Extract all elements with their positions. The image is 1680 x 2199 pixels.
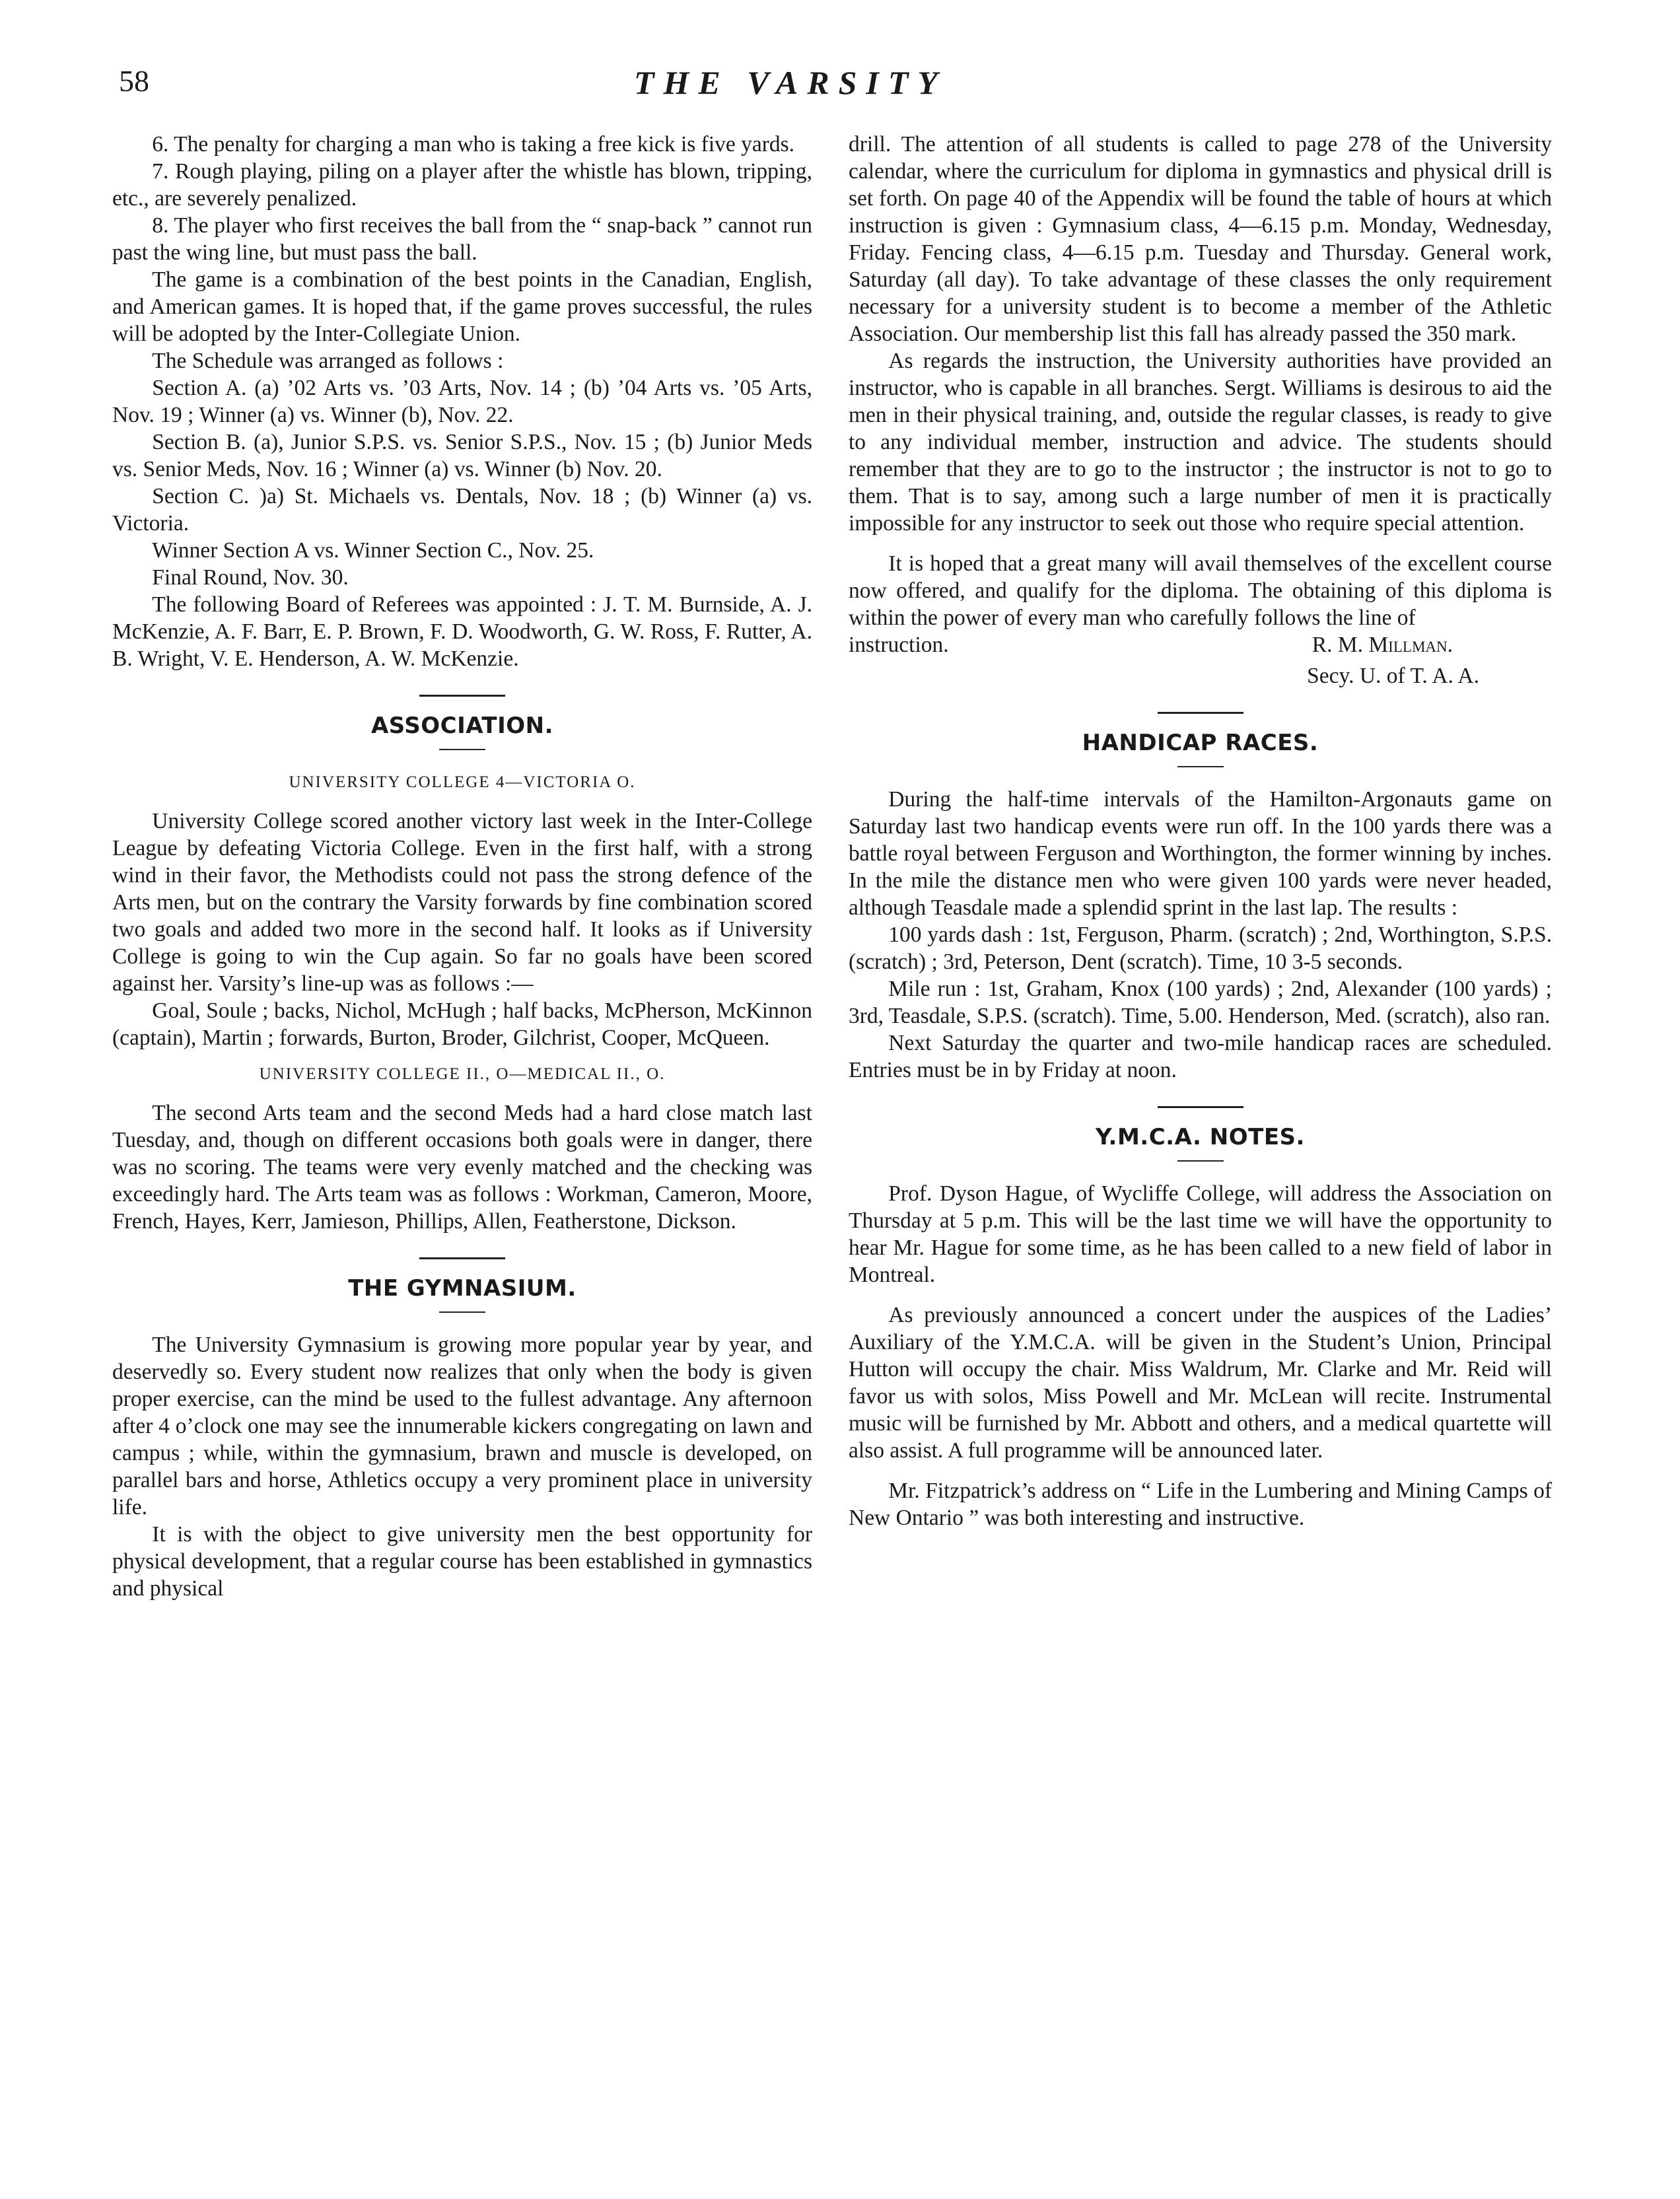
section-divider — [1158, 712, 1243, 714]
rule-6: 6. The penalty for charging a man who is taking a free kick is five yards. — [152, 132, 795, 157]
rule-7: 7. Rough playing, piling on a player after the whistle has blown, tripping, etc., are severely penalized. — [112, 159, 812, 211]
section-divider — [419, 1257, 505, 1259]
section-divider — [419, 695, 505, 697]
gymnasium-closing-word: instruction. — [849, 633, 949, 657]
heading-rule — [1177, 766, 1224, 767]
association-subhead-1: UNIVERSITY COLLEGE 4—VICTORIA O. — [289, 773, 636, 791]
final-line: Final Round, Nov. 30. — [152, 565, 349, 590]
heading-rule — [439, 749, 485, 750]
association-heading: ASSOCIATION. — [370, 713, 554, 739]
page-header — [119, 63, 1572, 110]
signature-line — [849, 631, 1552, 658]
handicap-heading: HANDICAP RACES. — [1082, 730, 1319, 756]
game-paragraph: The game is a combination of the best points in the Canadian, English, and American games. It is hoped that, if the game proves successful, the rules will be adopted by the Inter-Collegiate Union. — [112, 267, 812, 346]
handicap-next-saturday: Next Saturday the quarter and two-mile handicap races are scheduled. Entries must be in by Friday at noon. — [849, 1031, 1552, 1082]
handicap-100-yards: 100 yards dash : 1st, Ferguson, Pharm. (scratch) ; 2nd, Worthington, S.P.S. (scratch) ; 3rd, Peterson, Dent (scratch). Time, 10 3-5 seconds. — [849, 923, 1552, 974]
section-divider — [1158, 1106, 1243, 1108]
ymca-paragraph-1: Prof. Dyson Hague, of Wycliffe College, will address the Association on Thursday at 5 p.m. This will be the last time we will have the opportunity to hear Mr. Hague for some time, as he has been called to a new field of labor in Montreal. — [849, 1181, 1552, 1287]
ymca-paragraph-3: Mr. Fitzpatrick’s address on “ Life in the Lumbering and Mining Camps of New Ontario ” was both interesting and instructive. — [849, 1479, 1552, 1530]
running-title: THE VARSITY — [634, 64, 947, 101]
spacer — [849, 1464, 1552, 1477]
section-b: Section B. (a), Junior S.P.S. vs. Senior S.P.S., Nov. 15 ; (b) Junior Meds vs. Senior Meds, Nov. 16 ; Winner (a) vs. Winner (b) Nov. 20. — [112, 430, 812, 481]
ymca-heading: Y.M.C.A. NOTES. — [1096, 1124, 1305, 1150]
referees-paragraph: The following Board of Referees was appointed : J. T. M. Burnside, A. J. McKenzie, A. F. Barr, E. P. Brown, F. D. Woodworth, G. W. Ross, F. Rutter, A. B. Wright, V. E. Henderson, A. W. McKenzie. — [112, 592, 812, 671]
signature-name: R. M. Millman. — [1312, 633, 1453, 657]
winner-line: Winner Section A vs. Winner Section C., Nov. 25. — [152, 538, 594, 563]
association-paragraph-1: University College scored another victory last week in the Inter-College League by defeating Victoria College. Even in the first half, with a strong wind in their favor, the Methodists could not pass the strong defence of the Arts men, but on the contrary the Varsity forwards by fine combination scored two goals and added two more in the second half. It looks as if University College is going to win the Cup again. So far no goals have been scored against her. Varsity’s line-up was as follows :— — [112, 809, 812, 996]
gymnasium-paragraph-1: The University Gymnasium is growing more popular year by year, and deservedly so. Every student now realizes that only when the body is given proper exercise, can the mind be used to the fullest advantage. Any afternoon after 4 o’clock one may see the innumerable kickers congregating on lawn and campus ; while, within the gymnasium, brawn and muscle is developed, on parallel bars and horse, Athletics occupy a very prominent place in university life. — [112, 1333, 812, 1519]
gymnasium-heading: THE GYMNASIUM. — [348, 1275, 577, 1302]
left-column — [112, 131, 812, 1602]
handicap-mile-run: Mile run : 1st, Graham, Knox (100 yards) ; 2nd, Alexander (100 yards) ; 3rd, Teasdale, S.P.S. (scratch). Time, 5.00. Henderson, Med. (scratch), also ran. — [849, 977, 1552, 1028]
gymnasium-diploma-paragraph: It is hoped that a great many will avail themselves of the excellent course now offered, and qualify for the diploma. The obtaining of this diploma is within the power of every man who carefully follows the line of — [849, 551, 1552, 630]
right-column — [849, 131, 1552, 1531]
rule-8: 8. The player who first receives the ball from the “ snap-back ” cannot run past the wing line, but must pass the ball. — [112, 213, 812, 265]
heading-rule — [1177, 1160, 1224, 1162]
section-c: Section C. )a) St. Michaels vs. Dentals, Nov. 18 ; (b) Winner (a) vs. Victoria. — [112, 484, 812, 536]
association-paragraph-2: The second Arts team and the second Meds had a hard close match last Tuesday, and, though on different occasions both goals were in danger, there was no scoring. The teams were very evenly matched and the checking was exceedingly hard. The Arts team was as follows : Workman, Cameron, Moore, French, Hayes, Kerr, Jamieson, Phillips, Allen, Featherstone, Dickson. — [112, 1101, 812, 1234]
handicap-paragraph-1: During the half-time intervals of the Hamilton-Argonauts game on Saturday last two handicap events were run off. In the 100 yards there was a battle royal between Ferguson and Worthington, the former winning by inches. In the mile the distance men who were given 100 yards were never headed, although Teasdale made a splendid sprint in the last lap. The results : — [849, 787, 1552, 920]
gymnasium-paragraph-2: It is with the object to give university men the best opportunity for physical development, that a regular course has been established in gymnastics and physical — [112, 1522, 812, 1601]
heading-rule — [439, 1311, 485, 1313]
schedule-intro: The Schedule was arranged as follows : — [152, 349, 504, 373]
gymnasium-instruction-paragraph: As regards the instruction, the University authorities have provided an instructor, who is capable in all branches. Sergt. Williams is desirous to aid the men in their physical training, and, outside the regular classes, is ready to give to any individual member, instruction and advice. The students should remember that they are to go to the instructor ; the instructor is not to go to them. That is to say, among such a large number of men it is practically impossible for any instructor to seek out those who require special attention. — [849, 349, 1552, 536]
ymca-paragraph-2: As previously announced a concert under the auspices of the Ladies’ Auxiliary of the Y.M.C.A. will be given in the Student’s Union, Principal Hutton will occupy the chair. Miss Waldrum, Mr. Clarke and Mr. Reid will favor us with solos, Miss Powell and Mr. McLean will recite. Instrumental music will be furnished by Mr. Abbott and others, and a medical quartette will also assist. A full programme will be announced later. — [849, 1303, 1552, 1463]
page-number: 58 — [119, 64, 149, 98]
gymnasium-continued: drill. The attention of all students is called to page 278 of the University calendar, where the curriculum for diploma in gymnastics and physical drill is set forth. On page 40 of the Appendix will be found the table of hours at which instruction is given : Gymnasium class, 4—6.15 p.m. Monday, Wednesday, Friday. Fencing class, 4—6.15 p.m. Tuesday and Thursday. General work, Saturday (all day). To take advantage of these classes the only requirement necessary for a university student is to become a member of the Athletic Association. Our membership list this fall has already passed the 350 mark. — [849, 132, 1552, 346]
association-subhead-2: UNIVERSITY COLLEGE II., O—MEDICAL II., O. — [259, 1065, 666, 1083]
spacer — [849, 537, 1552, 550]
spacer — [849, 1288, 1552, 1302]
association-lineup: Goal, Soule ; backs, Nichol, McHugh ; half backs, McPherson, McKinnon (captain), Martin ; forwards, Burton, Broder, Gilchrist, Cooper, McQueen. — [112, 998, 812, 1050]
section-a: Section A. (a) ’02 Arts vs. ’03 Arts, Nov. 14 ; (b) ’04 Arts vs. ’05 Arts, Nov. 19 ; Winner (a) vs. Winner (b), Nov. 22. — [112, 376, 812, 427]
signature-title: Secy. U. of T. A. A. — [1307, 664, 1479, 688]
